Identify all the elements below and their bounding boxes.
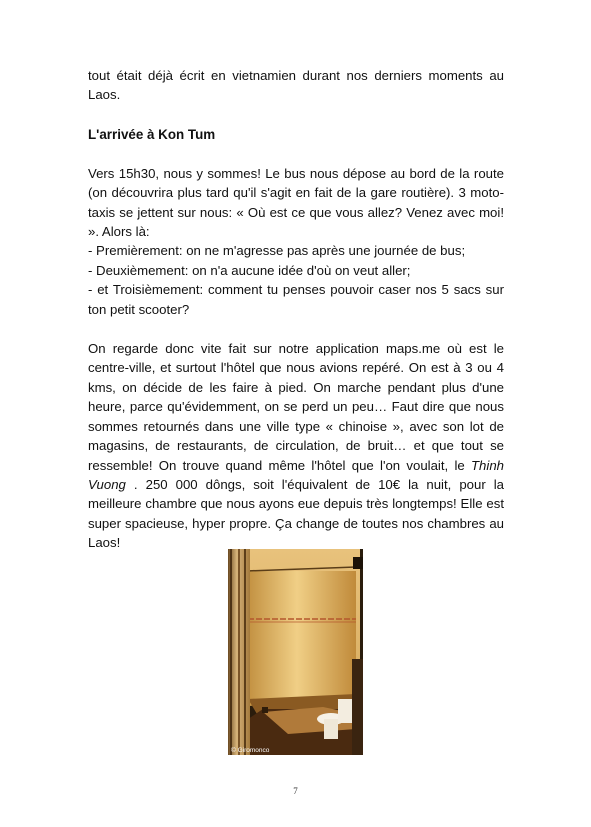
hotel-name: Thinh Vuong xyxy=(88,457,504,492)
bathroom-photo xyxy=(228,549,363,755)
list-item-2: - Deuxièmement: on n'a aucune idée d'où on veut aller; xyxy=(88,262,411,278)
photo-watermark: © Giromonco xyxy=(231,747,270,754)
document-body xyxy=(88,66,504,553)
list-item-3: - et Troisièmement: comment tu penses pouvoir caser nos 5 sacs sur ton petit scooter? xyxy=(88,282,504,317)
section-heading: L'arrivée à Kon Tum xyxy=(88,126,216,142)
hotel-paragraph: On regarde donc vite fait sur notre application maps.me où est le centre-ville, et surtout l'hôtel que nous avions repéré. On est à 3 ou 4 kms, on décide de les faire à pied. On marche pendant plus d'une heure, parce qu'évidemment, on se perd un peu… Faut dire que nous sommes retournés dans une ville type « chinoise », avec son lot de magasins, de restaurants, de circulation, de bruit… et que tout se ressemble! On trouve quand même l'hôtel que l'on voulait, le Thinh Vuong . 250 000 dôngs, soit l'équivalent de 10€ la nuit, pour la meilleure chambre que nous ayons eue depuis très longtemps! Elle est super spacieuse, hyper propre. Ça change de toutes nos chambres au Laos! xyxy=(88,341,504,551)
arrival-paragraph: Vers 15h30, nous y sommes! Le bus nous dépose au bord de la route (on découvrira plus tard qu'il s'agit en fait de la gare routière). 3 moto-taxis se jettent sur nous: « Où est ce que vous allez? Venez avec moi! ». Alors là: xyxy=(88,165,504,240)
list-item-1: - Premièrement: on ne m'agresse pas après une journée de bus; xyxy=(88,243,466,259)
intro-paragraph: tout était déjà écrit en vietnamien durant nos derniers moments au Laos. xyxy=(88,68,504,103)
page-number: 7 xyxy=(293,786,298,796)
